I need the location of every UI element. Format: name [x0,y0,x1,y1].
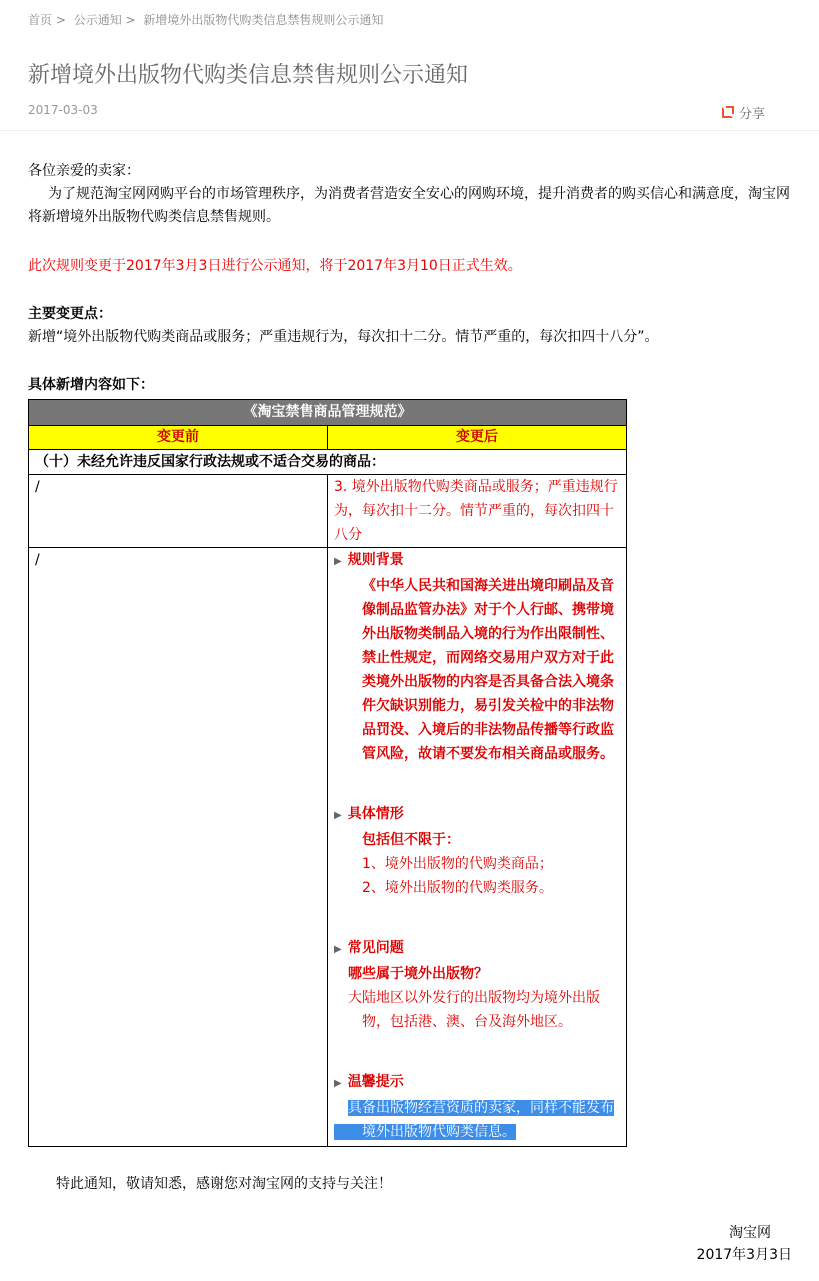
bg-title: 规则背景 [347,552,404,568]
divider [0,130,819,131]
sign-date: 2017年3月3日 [696,1247,792,1263]
share-icon [722,107,733,118]
share-label: 分享 [739,107,766,122]
table-row [29,548,627,1147]
section-row: （十）未经允许违反国家行政法规或不适合交易的商品： [29,450,627,475]
breadcrumb-notices[interactable]: 公示通知 > [73,13,136,27]
breadcrumb-home[interactable]: 首页 > [28,13,66,27]
table-row [29,475,627,548]
faq-answer: 大陆地区以外发行的出版物均为境外出版 [348,990,600,1006]
triangle-icon: ▶ [334,810,342,821]
case-item: 2、境外出版物的代购类服务。 [362,880,553,896]
bg-text: 《中华人民共和国海关进出境印刷品及音像制品监管办法》对于个人行邮、携带境外出版物类制品入境的行为作出限制性、禁止性规定，而网络交易用户双方对于此类境外出版物的内容是否具备合法入境条件欠缺识别能力，易引发关检中的非法物品罚没、入境后的非法物品传播等行政监管风险，故请不要发布相关商品或服务。 [362,578,614,762]
intro: 为了规范淘宝网网购平台的市场管理秩序，为消费者营造安全安心的网购环境，提升消费者的购买信心和满意度，淘宝网将新增境外出版物代购类信息禁售规则。 [28,186,790,225]
table-title: 《淘宝禁售商品管理规范》 [29,400,627,426]
triangle-icon: ▶ [334,556,342,567]
closing: 特此通知，敬请知悉，感谢您对淘宝网的支持与关注！ [56,1176,392,1192]
triangle-icon: ▶ [334,944,342,955]
row1-after: 3. 境外出版物代购类商品或服务；严重违规行为，每次扣十二分。情节严重的，每次扣四十八分 [328,475,627,548]
breadcrumb [28,11,387,28]
col-before: 变更前 [29,426,328,450]
faq-question: 哪些属于境外出版物？ [348,966,488,982]
signature: 淘宝网 [729,1225,771,1241]
breadcrumb-current: 新增境外出版物代购类信息禁售规则公示通知 [143,13,384,27]
rules-table [28,399,627,1147]
col-after: 变更后 [328,426,627,450]
tip-text: 具备出版物经营资质的卖家，同样不能发布 [348,1100,614,1116]
triangle-icon: ▶ [334,1078,342,1089]
row1-before: / [29,475,328,548]
tip-text-cont: 境外出版物代购类信息。 [334,1124,516,1140]
row2-after [328,548,627,1147]
faq-title: 常见问题 [347,940,404,956]
greeting: 各位亲爱的卖家： [28,163,140,179]
case-title: 具体情形 [347,806,404,822]
notice: 此次规则变更于2017年3月3日进行公示通知，将于2017年3月10日正式生效。 [28,258,522,274]
changes-text: 新增“境外出版物代购类商品或服务；严重违规行为，每次扣十二分。情节严重的，每次扣四十八分”。 [28,329,659,345]
faq-answer-cont: 物，包括港、澳、台及海外地区。 [362,1014,572,1030]
details-heading: 具体新增内容如下： [28,377,154,393]
changes-heading: 主要变更点： [28,306,112,322]
row2-before: / [29,548,328,1147]
tip-title: 温馨提示 [347,1074,404,1090]
publish-date: 2017-03-03 [28,103,98,117]
share-button[interactable] [722,103,765,122]
article-body [28,160,798,1263]
page-title: 新增境外出版物代购类信息禁售规则公示通知 [28,63,469,88]
case-intro: 包括但不限于： [362,832,460,848]
case-item: 1、境外出版物的代购类商品； [362,856,553,872]
